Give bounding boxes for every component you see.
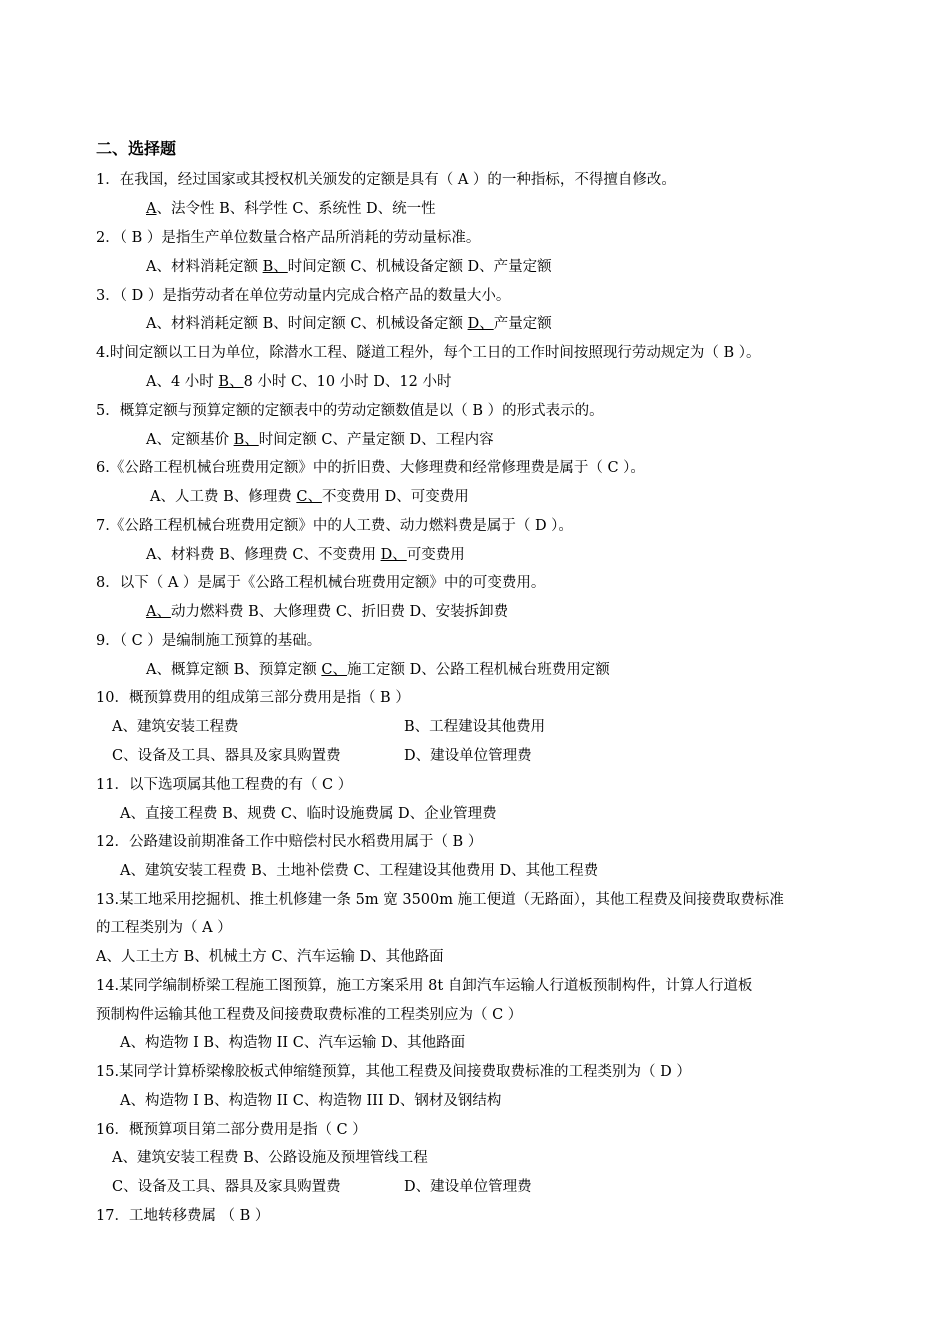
question-8: 8．以下（ A ）是属于《公路工程机械台班费用定额》中的可变费用。 xyxy=(96,575,546,591)
question-10-option-a: A、建筑安装工程费 xyxy=(112,719,239,735)
options-text: 可变费用 xyxy=(406,547,465,563)
options-text: A、人工费 B、修理费 xyxy=(150,489,297,505)
options-text: 时间定额 C、机械设备定额 D、产量定额 xyxy=(287,259,552,275)
question-10-option-d: D、建设单位管理费 xyxy=(404,748,532,764)
answer-marker: A xyxy=(146,201,157,217)
answer-marker: C、 xyxy=(321,662,347,678)
question-5-options xyxy=(146,430,494,450)
answer-marker: D、 xyxy=(380,547,407,563)
options-text: 动力燃料费 B、大修理费 C、折旧费 D、安装拆卸费 xyxy=(170,604,509,620)
question-14-options: A、构造物 I B、构造物 II C、汽车运输 D、其他路面 xyxy=(120,1035,466,1051)
question-16: 16．概预算项目第二部分费用是指（ C ） xyxy=(96,1122,367,1138)
options-text: 8 小时 C、10 小时 D、12 小时 xyxy=(243,374,452,390)
question-3: 3．（ D ）是指劳动者在单位劳动量内完成合格产品的数量大小。 xyxy=(96,288,511,304)
question-6: 6.《公路工程机械台班费用定额》中的折旧费、大修理费和经常修理费是属于（ C ）。 xyxy=(96,460,645,476)
question-2-options xyxy=(146,257,552,277)
question-15: 15.某同学计算桥梁橡胶板式伸缩缝预算，其他工程费及间接费取费标准的工程类别为（ D ） xyxy=(96,1064,691,1080)
options-text: A、材料消耗定额 xyxy=(146,259,263,275)
answer-marker: D、 xyxy=(467,316,494,332)
answer-marker: B、 xyxy=(262,259,288,275)
options-text: A、定额基价 xyxy=(146,432,234,448)
question-4-options xyxy=(146,372,451,392)
options-text: 不变费用 D、可变费用 xyxy=(321,489,469,505)
question-13-options: A、人工土方 B、机械土方 C、汽车运输 D、其他路面 xyxy=(96,949,444,965)
question-7-options xyxy=(146,545,465,565)
options-text: 时间定额 C、产量定额 D、工程内容 xyxy=(258,432,494,448)
answer-marker: A、 xyxy=(146,604,171,620)
question-10-option-c: C、设备及工具、器具及家具购置费 xyxy=(112,748,341,764)
question-10: 10．概预算费用的组成第三部分费用是指（ B ） xyxy=(96,690,410,706)
options-text: 、法令性 B、科学性 C、系统性 D、统一性 xyxy=(156,201,436,217)
question-13: 13.某工地采用挖掘机、推土机修建一条 5m 宽 3500m 施工便道（无路面），其他工程费及间接费取费标准 xyxy=(96,892,784,908)
question-9: 9．（ C ）是编制施工预算的基础。 xyxy=(96,633,322,649)
question-9-options xyxy=(146,660,610,680)
question-11: 11．以下选项属其他工程费的有（ C ） xyxy=(96,777,353,793)
question-4: 4.时间定额以工日为单位，除潜水工程、隧道工程外，每个工日的工作时间按照现行劳动规定为（ B ）。 xyxy=(96,345,761,361)
section-heading: 二、选择题 xyxy=(96,139,177,158)
question-1: 1．在我国，经过国家或其授权机关颁发的定额是具有（ A ）的一种指标，不得擅自修改。 xyxy=(96,172,676,188)
options-text: 产量定额 xyxy=(493,316,552,332)
question-14-cont: 预制构件运输其他工程费及间接费取费标准的工程类别应为（ C ） xyxy=(96,1007,523,1023)
question-11-options: A、直接工程费 B、规费 C、临时设施费属 D、企业管理费 xyxy=(120,806,497,822)
question-17: 17．工地转移费属 （ B ） xyxy=(96,1208,270,1224)
options-text: A、材料费 B、修理费 C、不变费用 xyxy=(146,547,381,563)
options-text: 施工定额 D、公路工程机械台班费用定额 xyxy=(346,662,610,678)
question-16-option-c: C、设备及工具、器具及家具购置费 xyxy=(112,1179,341,1195)
question-3-options xyxy=(146,314,552,334)
question-13-cont: 的工程类别为（ A ） xyxy=(96,920,232,936)
answer-marker: B、 xyxy=(233,432,259,448)
question-5: 5．概算定额与预算定额的定额表中的劳动定额数值是以（ B ）的形式表示的。 xyxy=(96,403,604,419)
question-14: 14.某同学编制桥梁工程施工图预算，施工方案采用 8t 自卸汽车运输人行道板预制构件，计算人行道板 xyxy=(96,978,753,994)
question-7: 7.《公路工程机械台班费用定额》中的人工费、动力燃料费是属于（ D ）。 xyxy=(96,518,573,534)
question-12: 12．公路建设前期准备工作中赔偿村民水稻费用属于（ B ） xyxy=(96,834,483,850)
options-text: A、概算定额 B、预算定额 xyxy=(146,662,322,678)
question-2: 2．（ B ）是指生产单位数量合格产品所消耗的劳动量标准。 xyxy=(96,230,481,246)
question-8-options xyxy=(146,602,508,622)
question-6-options xyxy=(150,487,469,507)
question-1-options xyxy=(146,199,436,219)
options-text: A、材料消耗定额 B、时间定额 C、机械设备定额 xyxy=(146,316,468,332)
answer-marker: B、 xyxy=(218,374,244,390)
question-15-options: A、构造物 I B、构造物 II C、构造物 III D、钢材及钢结构 xyxy=(120,1093,502,1109)
question-16-option-d: D、建设单位管理费 xyxy=(404,1179,532,1195)
answer-marker: C、 xyxy=(296,489,322,505)
question-16-options-ab: A、建筑安装工程费 B、公路设施及预埋管线工程 xyxy=(112,1150,428,1166)
options-text: A、4 小时 xyxy=(146,374,219,390)
question-10-option-b: B、工程建设其他费用 xyxy=(404,719,546,735)
question-12-options: A、建筑安装工程费 B、土地补偿费 C、工程建设其他费用 D、其他工程费 xyxy=(120,863,599,879)
